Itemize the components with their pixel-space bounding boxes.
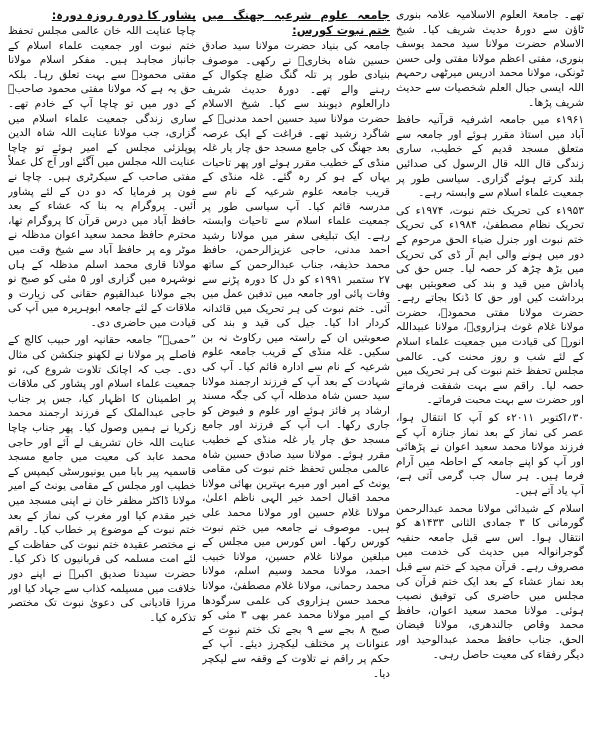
paragraph: ۱۹۶۱ء میں جامعہ اشرفیہ قرآنیہ حافظ آباد میں استاذ مقرر ہوئے اور جامعہ سے متعلق مسجد قدیم کے خطیب، ساری زندگی قال اللہ قال الرسول کی صدائیں بلند کرتے ہوئے گزاری۔ سیاسی طور پر جمعیت علماء اسلام سے وابستہ رہے۔ — [396, 114, 584, 200]
column-middle — [202, 8, 390, 748]
section-heading: جامعہ علوم شرعیہ جھنگ میں ختم نبوت کورس: — [202, 8, 390, 37]
section-heading: پشاور کا دورہ روزہ دورہ: — [51, 8, 196, 22]
paragraph: جامعہ کی بنیاد حضرت مولانا سید صادق حسین شاہ بخاریؒ نے رکھی۔ موصوف بنیادی طور پر تلہ گنگ ضلع چکوال کے رہنے والے تھے۔ دورۂ حدیث شریف دارالعلوم دیوبند سے کیا۔ شیخ الاسلام حضرت مولانا سید حسین احمد مدنیؒ کے شاگرد رشید تھے۔ فراغت کے ایک عرصہ بعد جھنگ کی جامع مسجد حق چار یار غلہ منڈی کے خطیب مقرر ہوئے اور پھر تاحیات یہاں کے ہو کر رہ گئے۔ غلہ منڈی کے قریب جامعہ علوم شرعیہ کے نام سے مدرسہ قائم کیا۔ آپ سیاسی طور پر جمعیت علماء اسلام سے تاحیات وابستہ رہے۔ ایک تبلیغی سفر میں مولانا رشید احمد مدنی، حاجی عزیزالرحمن، حافظ محمد حذیفہ، جناب عبدالرحمن کے ساتھ ۲۷ ستمبر ۱۹۹۱ء کو دل کا دورہ پڑنے سے وفات پائی اور جامعہ میں تدفین عمل میں آئی۔ ختم نبوت کی ہر تحریک میں قائدانہ کردار ادا کیا۔ جیل کی قید و بند کی صعوبتیں ان کے راستہ میں رکاوٹ نہ بن سکیں۔ غلہ منڈی کے قریب جامعہ علوم شرعیہ کے نام سے ادارہ قائم کیا۔ آپ کی شہادت کے بعد آپ کے فرزند ارجمند مولانا سید حسن شاہ مدظلہ آپ کی جگہ مسند ارشاد پر فائز ہوئے اور علوم و فیوض کو جاری رکھا۔ اب آپ کے فرزند اور جامع مسجد حق چار یار غلہ منڈی کے خطیب مقرر ہوئے۔ مولانا سید صادق حسین شاہ عالمی مجلس تحفظ ختم نبوت کی مقامی یونٹ کے امیر اور میرے بہترین بھائی مولانا محمد اقبال احمد خیر الہی ناظم اعلیٰ، مولانا غلام حسین اور مولانا محمد علی ہیں۔ موصوف نے جامعہ میں ختم نبوت کورس رکھا۔ اس کورس میں مجلس کے مبلغین مولانا غلام حسین، مولانا خبیب احمد، مولانا محمد وسیم اسلم، مولانا محمد رحمانی، مولانا غلام مصطفیٰ، مولانا محمد حسن ہزاروی کی علمی سرگودھا کے امیر مولانا محمد عمر بھی ۳ مئی کو صبح ۸ بجے سے ۹ بجے تک ختم نبوت کے عنوانات پر مختلف لیکچرز دیئے۔ آپ کے حکم پر راقم نے تلاوت کے وقفہ سے لیکچر دیا۔ — [202, 40, 390, 680]
paragraph: ”حمیؒ“ جامعہ حقانیہ اور حبیب کالج کے فاصلے پر مولانا نے لکھنو جنکشن کی مثال دی۔ جب کہ اچانک تلاوت شروع کی، تو جمعیت علماء اسلام اور پشاور کی ملاقات پر اطمینان کا اظہار کیا، جس پر جناب حاجی عبدالملک کے فرزند ارجمند محمد زکریا نے ہمیں وصول کیا۔ پھر جناب چاچا عنایت اللہ خان تشریف لے آئے اور حاجی محمد عابد کی معیت میں جامع مسجد قاسمیہ پیر بابا میں یونیورسٹی کیمپس کے خطیب اور مجلس کے مقامی یونٹ کے امیر مولانا ڈاکٹر مظفر خان نے اپنی مسجد میں خیر مقدم کیا اور مغرب کی نماز کے بعد ختم نبوت کے موضوع پر خطاب کیا۔ راقم نے مختصر عقیدہ ختم نبوت کی حفاظت کے لئے امت مسلمہ کی قربانیوں کا ذکر کیا۔ حضرت سیدنا صدیق اکبرؓ نے اپنے دور خلافت میں مسیلمہ کذاب سے جہاد کیا اور مرزا قادیانی کی دعویٰ نبوت تک مختصر تذکرہ کیا۔ — [8, 334, 196, 624]
paragraph: تھے۔ جامعۃ العلوم الاسلامیہ علامہ بنوری ٹاؤن سے دورۂ حدیث شریف کیا۔ شیخ الاسلام حضرت مولانا سید محمد یوسف بنوری، مفتی اعظم مولانا مفتی ولی حسن ٹونکی، مولانا محمد ادریس میرٹھی رحمہم اللہ ایسی جبال العلم شخصیات سے حدیث شریف پڑھا۔ — [396, 9, 584, 109]
paragraph: چاچا عنایت اللہ خان عالمی مجلس تحفظ ختم نبوت اور جمعیت علماء اسلام کے جانباز مجاہد ہیں۔ مفکر اسلام مولانا مفتی محمودؒ سے بہت تعلق رہا۔ بلکہ حق یہ ہے کہ مولانا مفتی محمود صاحبؒ کے دور میں تو چاچا آپ کے خادم تھے۔ ساری زندگی جمعیت علماء اسلام میں گزاری، جب مولانا عنایت اللہ شاہ الدین پوپلزئی مجلس کے امیر ہوئے تو چاچا عنایت اللہ مجلس میں آگئے اور آج کل عملاً مفتی صاحب کے سیکرٹری ہیں۔ چاچا نے فون پر فرمایا کہ دو دن کے لئے پشاور آئیں۔ پروگرام یہ بنا کہ عشاء کے بعد حافظ آباد میں درس قرآن کا پروگرام تھا، محترم حافظ محمد سعید اعوان مدظلہ نے موٹر وے پر حافظ آباد سے شیخ وقت میں مولانا قاری محمد اسلم مدظلہ کے ہاں نوشہرہ میں گزاری اور ۵ مئی کو صبح نو بجے مولانا عبدالقیوم حقانی کی زیارت و ملاقات کے لئے جامعہ ابوہریرہ میں آپ کی قیادت میں حاضری دی۔ — [8, 25, 196, 329]
column-right — [396, 8, 584, 748]
paragraph: ۱۹۵۳ء کی تحریک ختم نبوت، ۱۹۷۴ء کی تحریک نظام مصطفیٰ، ۱۹۸۴ء کی تحریک ختم نبوت اور جنرل ضیاء الحق مرحوم کے دور میں ہونے والی ایم آر ڈی کی تحریک میں بڑھ چڑھ کر حصہ لیا۔ جس حق کی پاداش میں قید و بند کی صعوبتیں بھی برداشت کیں اور حق کا ڈنکا بجاتے رہے۔ حضرت مولانا مفتی محمودؒ، حضرت مولانا غلام غوث ہزارویؒ، مولانا عبیداللہ انورؒ کی قیادت میں جمعیت علماء اسلام کے لئے شب و روز محنت کی۔ عالمی مجلس تحفظ ختم نبوت کی ہر تحریک میں حصہ لیا۔ راقم سے بہت شفقت فرماتے اور حضرت سے بہت محبت فرماتے۔ — [396, 204, 584, 407]
column-left — [8, 8, 196, 748]
paragraph: اسلام کے شیدائی مولانا محمد عبدالرحمن گورمانی کا ۳ جمادی الثانی ۱۴۳۳ھ کو انتقال ہوا۔ اس سے قبل جامعہ حنفیہ گوجرانوالہ میں حدیث کی خدمت میں مصروف رہے۔ قرآن مجید کے ختم سے قبل بعد نماز عشاء کے بعد ایک ختم قرآن کی مجلس میں حاضری کی توفیق نصیب ہوئی۔ مولانا محمد سعید اعوان، حافظ محمد وقاص جالندھری، مولانا فیضان الحق، جناب حافظ محمد عبدالوحید اور دیگر رفقاء کی معیت حاصل رہی۔ — [396, 502, 584, 661]
paragraph: ۳۰؍اکتوبر ۲۰۱۱ء کو آپ کا انتقال ہوا، عصر کی نماز کے بعد نماز جنازہ آپ کے فرزند مولانا محمد سعید اعوان نے پڑھائی اور آپ کو اپنے جامعہ کے احاطہ میں آرام فرما ہیں۔ ہر سال جب گرمی آتی ہے، آپ یاد آتے ہیں۔ — [396, 412, 584, 497]
